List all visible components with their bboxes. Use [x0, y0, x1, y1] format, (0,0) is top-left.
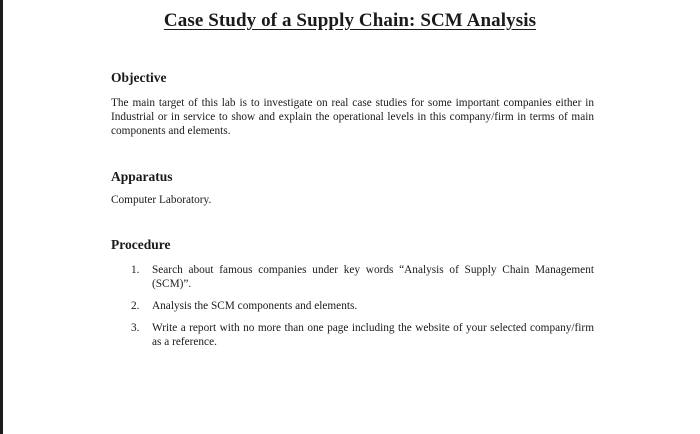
page-left-edge [0, 0, 3, 434]
step-text: Write a report with no more than one page including the website of your selected company/firm as a reference. [152, 322, 594, 348]
procedure-list [131, 263, 594, 357]
procedure-step [131, 299, 594, 313]
objective-text: The main target of this lab is to investigate on real case studies for some important companies either in Industrial or in service to show and explain the operational levels in this company/firm in terms of main components and elements. [111, 97, 594, 137]
step-text: Search about famous companies under key words “Analysis of Supply Chain Management (SCM)”. [152, 264, 594, 290]
step-number: 2. [131, 300, 140, 312]
apparatus-heading: Apparatus [111, 169, 173, 184]
step-number: 3. [131, 322, 140, 334]
apparatus-text: Computer Laboratory. [111, 194, 212, 206]
procedure-step [131, 321, 594, 349]
step-text: Analysis the SCM components and elements. [152, 300, 358, 312]
objective-heading: Objective [111, 70, 167, 85]
procedure-step [131, 263, 594, 291]
page-title: Case Study of a Supply Chain: SCM Analysis [163, 10, 537, 31]
procedure-heading: Procedure [111, 237, 171, 252]
step-number: 1. [131, 264, 140, 276]
